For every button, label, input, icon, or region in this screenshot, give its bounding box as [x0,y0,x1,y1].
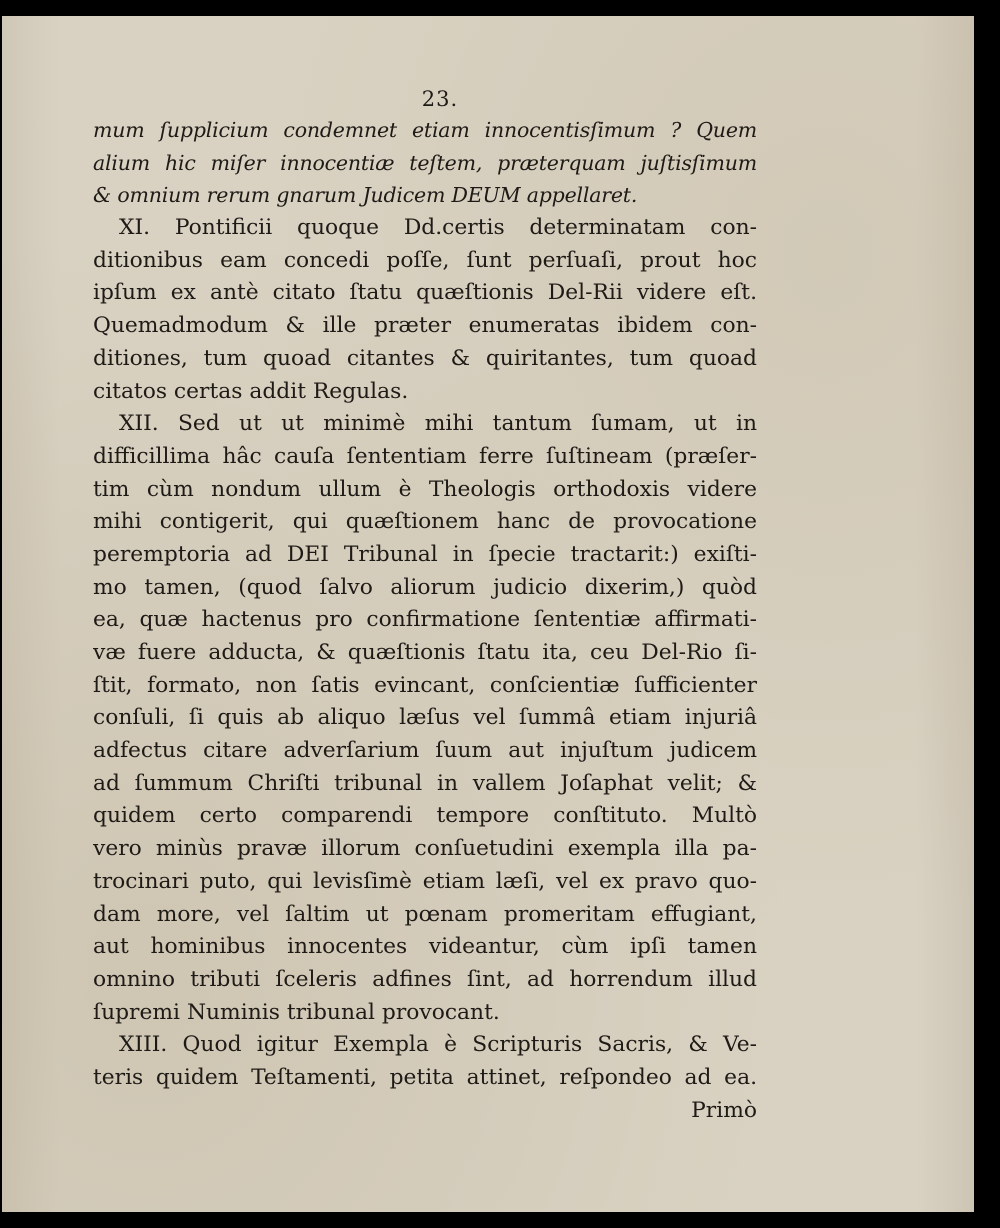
text-line: ipſum ex antè citato ſtatu quæſtionis Del-Rii videre eſt. [93,280,757,306]
text-line: ditionibus eam concedi poſſe, ſunt perſuaſi, prout hoc [93,247,757,273]
text-line: tim cùm nondum ullum è Theologis orthodoxis videre [93,476,757,502]
text-line: ditiones, tum quoad citantes & quiritantes, tum quoad [93,345,757,371]
text-line: alium hic miſer innocentiæ teſtem, prӕterquam juſtisſimum [93,150,757,175]
text-line: aut hominibus innocentes videantur, cùm ipſi tamen [93,934,757,960]
text-line: quidem certo comparendi tempore conſtituto. Multò [93,803,757,829]
page-number: 23. [421,87,459,111]
paragraph-start-xii: XII. Sed ut ut minimè mihi tantum ſumam, ut in [119,411,757,437]
text-line: conſuli, ſi quis ab aliquo læſus vel ſummâ etiam injuriâ [93,705,757,731]
text-line: difficillima hâc cauſa ſententiam ferre ſuſtineam (præſer- [93,443,757,469]
text-line: Quemadmodum & ille præter enumeratas ibidem con- [93,313,757,339]
text-line: peremptoria ad DEI Tribunal in ſpecie tractarit:) exiſti- [93,541,757,567]
text-line: mo tamen, (quod ſalvo aliorum judicio dixerim,) quòd [93,574,757,600]
text-line: ſupremi Numinis tribunal provocant. [93,999,500,1025]
text-line: teris quidem Teſtamenti, petita attinet, reſpondeo ad ea. [93,1064,757,1090]
text-line: vero minùs pravæ illorum conſuetudini exempla illa pa- [93,836,757,862]
text-line: dam more, vel ſaltim ut pœnam promeritam effugiant, [93,901,757,927]
page-text-block [93,84,757,1127]
text-line: ad ſummum Chriſti tribunal in vallem Joſaphat velit; & [93,770,757,796]
text-line: ſtit, formato, non ſatis evincant, conſcientiæ ſufficienter [93,672,757,698]
text-line: trocinari puto, qui levisſimè etiam læſi, vel ex pravo quo- [93,868,757,894]
text-line: mihi contigerit, qui quæſtionem hanc de provocatione [93,509,757,535]
text-line: omnino tributi ſceleris adfines ſint, ad horrendum illud [93,966,757,992]
text-line: citatos certas addit Regulas. [93,378,409,404]
text-line: mum ſupplicium condemnet etiam innocentisſimum ? Quem [93,118,757,142]
book-page [2,16,974,1212]
text-line: væ fuere adducta, & quæſtionis ſtatu ita, ceu Del-Rio ſi- [93,640,757,665]
catchword: Primò [691,1097,757,1123]
text-line: & omnium rerum gnarum Judicem DEUM appellaret. [93,183,638,208]
paragraph-start-xiii: XIII. Quod igitur Exempla è Scripturis Sacris, & Ve- [119,1032,757,1058]
text-line: adfectus citare adverſarium ſuum aut injuſtum judicem [93,738,757,764]
text-line: ea, quæ hactenus pro confirmatione ſententiæ affirmati- [93,607,757,633]
paragraph-start-xi: XI. Pontificii quoque Dd.certis determinatam con- [119,215,757,241]
